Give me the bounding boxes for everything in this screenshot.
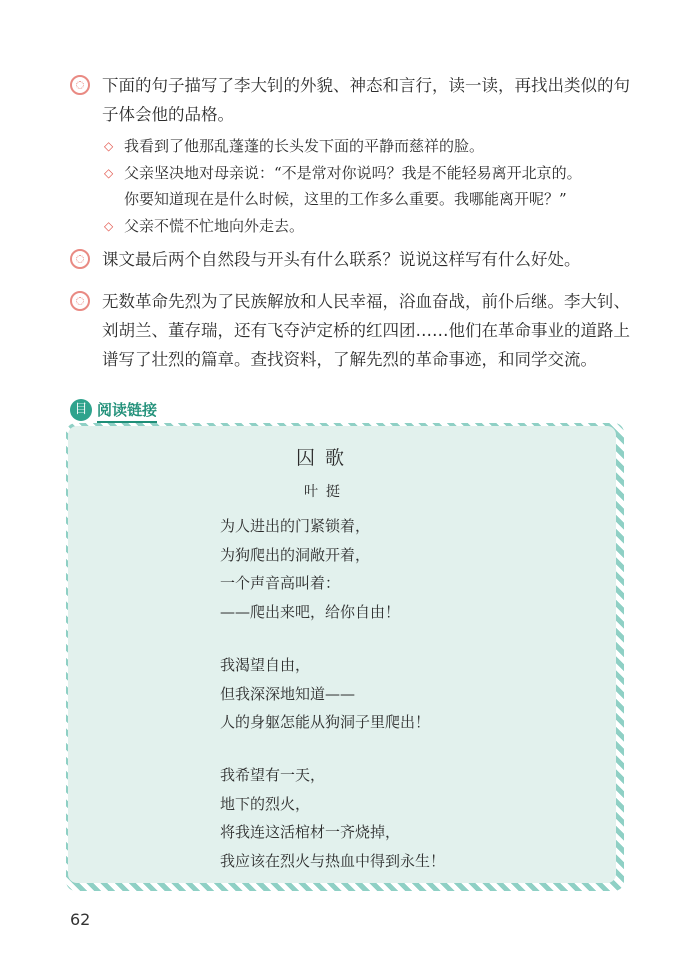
question-2 [70, 245, 630, 274]
poem-stanza [220, 651, 430, 737]
poem-box [66, 423, 624, 891]
question-line: 无数革命先烈为了民族解放和人民幸福，浴血奋战，前仆后继。李大钊、 [102, 292, 630, 311]
question-3-text [102, 287, 630, 374]
poem-box-inner [68, 426, 616, 883]
example-line: 父亲坚决地对母亲说：“不是常对你说吗？我是不能轻易离开北京的。 [124, 163, 582, 182]
question-1-text [102, 71, 630, 129]
poem-line: 人的身躯怎能从狗洞子里爬出！ [220, 713, 431, 731]
question-line: 谱写了壮烈的篇章。查找资料，了解先烈的革命事迹，和同学交流。 [102, 350, 597, 369]
poem-line: 我希望有一天， [220, 766, 326, 784]
poem-line: 我渴望自由， [220, 656, 311, 674]
poem-title: 囚歌 [296, 447, 355, 469]
poem-line: 为狗爬出的洞敞开着， [220, 545, 371, 564]
question-line: 下面的句子描写了李大钊的外貌、神态和言行，读一读，再找出类似的句 [102, 76, 630, 95]
question-bullet-icon [70, 249, 90, 269]
poem-line: 我应该在烈火与热血中得到永生！ [220, 851, 446, 870]
example-line: 你要知道现在是什么时候，这里的工作多么重要。我哪能离开呢？” [124, 190, 567, 208]
page-number: 62 [70, 910, 91, 929]
poem-author: 叶挺 [304, 484, 348, 500]
example-line: 我看到了他那乱蓬蓬的长头发下面的平静而慈祥的脸。 [124, 137, 485, 155]
question-bullet-icon [70, 291, 90, 311]
book-icon: 目 [70, 399, 92, 421]
poem-line: 将我连这活棺材一齐烧掉， [220, 823, 401, 841]
diamond-bullet-icon: ◇ [104, 139, 114, 153]
diamond-bullet-icon: ◇ [104, 218, 114, 233]
question-1 [70, 71, 630, 129]
diamond-bullet-icon: ◇ [104, 165, 114, 180]
reading-link-title: 阅读链接 [97, 399, 157, 423]
question-3 [70, 287, 630, 374]
example-line: 父亲不慌不忙地向外走去。 [124, 216, 305, 235]
poem-line: 为人进出的门紧锁着， [220, 517, 371, 535]
example-item [104, 160, 634, 213]
question-line: 课文最后两个自然段与开头有什么联系？说说这样写有什么好处。 [102, 250, 581, 269]
poem-stanza [220, 512, 400, 626]
question-line: 刘胡兰、董存瑞，还有飞夺泸定桥的红四团……他们在革命事业的道路上 [102, 321, 630, 340]
poem-line: 一个声音高叫着： [220, 574, 341, 592]
poem-stanza [220, 761, 445, 875]
poem-line: 但我深深地知道—— [220, 684, 356, 703]
question-line: 子体会他的品格。 [102, 105, 234, 124]
poem-line: ——爬出来吧，给你自由！ [220, 602, 401, 621]
poem-line: 地下的烈火， [220, 794, 311, 813]
example-item [104, 213, 634, 240]
example-item [104, 133, 634, 160]
question-bullet-icon [70, 75, 90, 95]
example-sentences [104, 133, 634, 239]
